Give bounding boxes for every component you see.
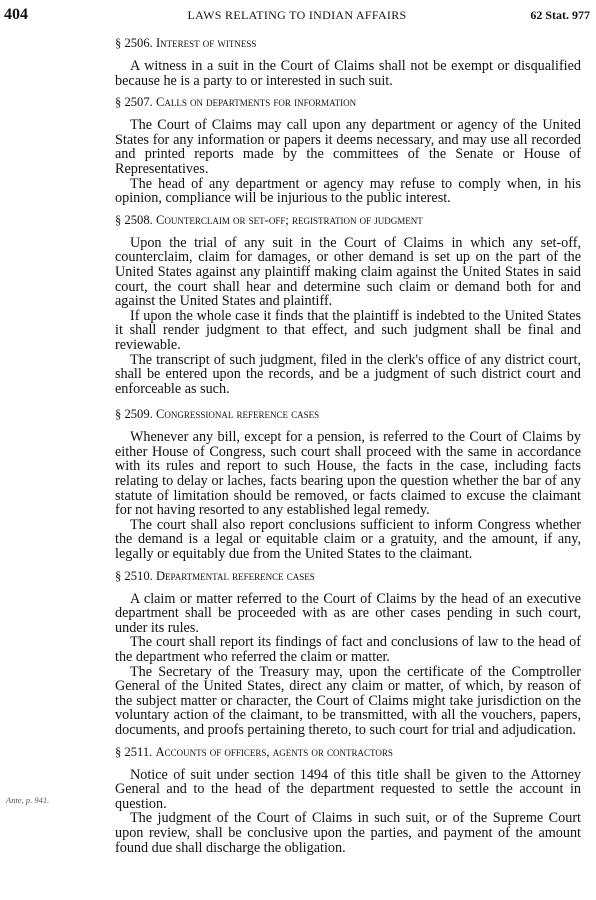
section-number: § 2509. [115, 407, 153, 422]
paragraph: Upon the trial of any suit in the Court of Claims in which any set-off, counterclaim, claim for damages, or other demand is set up on the part of the United States against any plaintiff making claim against the United States in said court, the court shall hear and determine such claim or demand both for and against the United States and plaintiff. [115, 234, 581, 310]
paragraph: If upon the whole case it finds that the plaintiff is indebted to the United States it shall render judgment to that effect, and such judgment shall be final and reviewable. [115, 307, 581, 353]
section-number: § 2510. [115, 568, 153, 583]
paragraph: The Court of Claims may call upon any department or agency of the United States for any information or papers it deems necessary, and may use all recorded and printed reports made by the committees of the Senate or House of Representatives. [115, 117, 581, 177]
section-heading [115, 744, 581, 760]
section-title: Counterclaim or set-off; registration of judgment [155, 212, 423, 227]
paragraph: The judgment of the Court of Claims in such suit, or of the Supreme Court upon review, shall be conclusive upon the parties, and payment of the amount found due shall discharge the obligation. [115, 810, 581, 856]
section-heading [115, 568, 581, 584]
running-header [4, 6, 590, 26]
paragraph: The court shall also report conclusions sufficient to inform Congress whether the demand is a legal or equitable claim or a gratuity, and the amount, if any, legally or equitably due from the United States to the claimant. [115, 516, 581, 563]
document-body [115, 35, 581, 855]
section-title: Congressional reference cases [155, 407, 320, 422]
statute-reference: 62 Stat. 977 [530, 8, 590, 22]
paragraph: A witness in a suit in the Court of Claims shall not be exempt or disqualified because he is a party to or interested in such suit. [115, 58, 581, 89]
section-heading [115, 212, 581, 228]
section-number: § 2508. [115, 212, 153, 227]
section-title: Calls on departments for information [155, 95, 357, 110]
page-number: 404 [4, 6, 28, 23]
section-title: Interest of witness [155, 36, 257, 50]
paragraph: The transcript of such judgment, filed in the clerk's office of any district court, shall be entered upon the records, and be a judgment of such district court and enforceable as such. [115, 351, 581, 397]
section-heading [115, 35, 581, 51]
section-heading [115, 94, 581, 110]
running-title: LAWS RELATING TO INDIAN AFFAIRS [187, 8, 407, 22]
section-title: Departmental reference cases [155, 568, 315, 583]
section-number: § 2511. [115, 744, 153, 759]
section-number: § 2507. [115, 95, 153, 110]
paragraph: Whenever any bill, except for a pension, is referred to the Court of Claims by either House of Congress, such court shall proceed with the same in accordance with its rules and report to such House, the facts in the case, including facts relating to delay or laches, facts bearing upon the question whether the bar of any statute of limitation should be removed, or facts claimed to excuse the claimant for not having resorted to any established legal remedy. [115, 429, 581, 519]
margin-note: Ante, p. 941. [6, 795, 50, 805]
paragraph: The Secretary of the Treasury may, upon the certificate of the Comptroller General of the United States, direct any claim or matter, of which, by reason of the subject matter or character, the Court of Claims might take jurisdiction on the voluntary action of the claimant, to be transmitted, with all the vouchers, papers, documents, and proofs pertaining thereto, to such court for trial and adjudication. [115, 663, 581, 738]
paragraph: A claim or matter referred to the Court of Claims by the head of an executive department shall be proceeded with as are other cases pending in such court, under its rules. [115, 590, 581, 636]
paragraph: Notice of suit under section 1494 of this title shall be given to the Attorney General and to the head of the department requested to settle the account in question. [115, 766, 581, 812]
paragraph: The head of any department or agency may refuse to comply when, in his opinion, compliance will be injurious to the public interest. [115, 175, 581, 207]
section-number: § 2506. [115, 36, 153, 50]
section-title: Accounts of officers, agents or contractors [155, 744, 393, 759]
section-heading [115, 406, 581, 422]
paragraph: The court shall report its findings of fact and conclusions of law to the head of the department who referred the claim or matter. [115, 634, 581, 665]
